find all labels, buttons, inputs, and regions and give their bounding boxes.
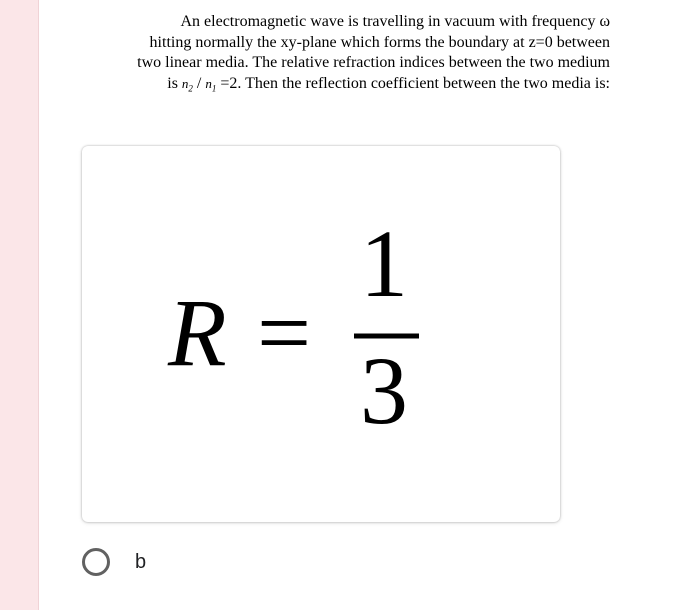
option-b[interactable] <box>82 544 146 580</box>
left-side-strip <box>0 0 38 610</box>
question-text <box>100 12 610 99</box>
question-line-4 <box>100 74 610 99</box>
n1-symbol: $n_1$ <box>205 75 217 94</box>
formula-equals: = <box>257 279 312 386</box>
question-line-4-prefix: is <box>167 74 178 92</box>
n2-symbol: $n_2$ <box>181 75 193 94</box>
formula-denominator: 3 <box>360 337 408 444</box>
option-image-card <box>82 146 560 522</box>
question-line-3: two linear media. The relative refraction indices between the two medium <box>137 54 610 71</box>
question-line-4-suffix: =2. Then the reflection coefficient between the two media is: <box>220 74 610 92</box>
side-strip-border <box>38 0 39 610</box>
question-line-1: An electromagnetic wave is travelling in vacuum with frequency ω <box>180 13 610 30</box>
option-label: b <box>135 550 147 573</box>
question-line-2: hitting normally the xy-plane which forms the boundary at z=0 between <box>149 33 610 51</box>
formula-numerator: 1 <box>360 210 408 317</box>
formula-lhs: R <box>168 279 227 386</box>
formula-image <box>82 146 560 522</box>
radio-button[interactable] <box>82 548 110 576</box>
ratio-slash: / <box>196 74 202 92</box>
